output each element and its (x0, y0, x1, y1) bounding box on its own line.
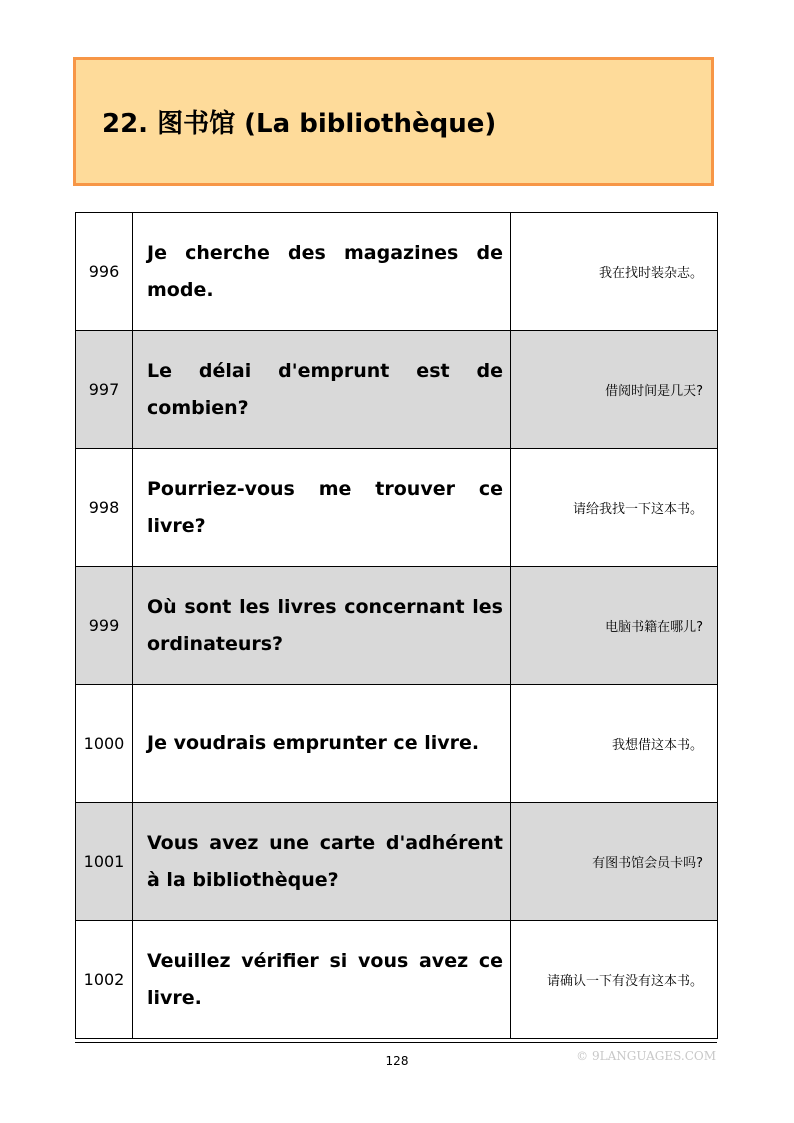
phrase-chinese: 借阅时间是几天? (511, 331, 718, 449)
phrase-chinese: 请确认一下有没有这本书。 (511, 921, 718, 1039)
phrase-french: Je cherche des magazines de mode. (133, 213, 511, 331)
phrase-french: Pourriez-vous me trouver ce livre? (133, 449, 511, 567)
phrase-number: 1000 (76, 685, 133, 803)
phrase-number: 1001 (76, 803, 133, 921)
phrase-french: Où sont les livres concernant les ordinateurs? (133, 567, 511, 685)
page-number: 128 (385, 1054, 409, 1068)
phrase-chinese: 我想借这本书。 (511, 685, 718, 803)
phrase-french: Le délai d'emprunt est de combien? (133, 331, 511, 449)
table-row (76, 449, 718, 567)
phrase-number: 998 (76, 449, 133, 567)
table-row (76, 685, 718, 803)
copyright-watermark: © 9LANGUAGES.COM (576, 1049, 716, 1063)
table-bottom-rule (75, 1042, 717, 1043)
phrase-french: Veuillez vérifier si vous avez ce livre. (133, 921, 511, 1039)
table-row (76, 331, 718, 449)
chapter-title: 22. 图书馆 (La bibliothèque) (102, 109, 497, 139)
phrase-french: Je voudrais emprunter ce livre. (133, 685, 511, 803)
table-row (76, 803, 718, 921)
table-row (76, 921, 718, 1039)
phrase-table (75, 212, 718, 1039)
table-row (76, 213, 718, 331)
phrase-number: 997 (76, 331, 133, 449)
table-row (76, 567, 718, 685)
phrase-chinese: 请给我找一下这本书。 (511, 449, 718, 567)
phrase-chinese: 我在找时装杂志。 (511, 213, 718, 331)
chapter-title-box (73, 57, 714, 186)
phrase-number: 1002 (76, 921, 133, 1039)
phrase-number: 999 (76, 567, 133, 685)
phrase-number: 996 (76, 213, 133, 331)
phrase-chinese: 有图书馆会员卡吗? (511, 803, 718, 921)
phrase-french: Vous avez une carte d'adhérent à la bibliothèque? (133, 803, 511, 921)
phrase-chinese: 电脑书籍在哪儿? (511, 567, 718, 685)
